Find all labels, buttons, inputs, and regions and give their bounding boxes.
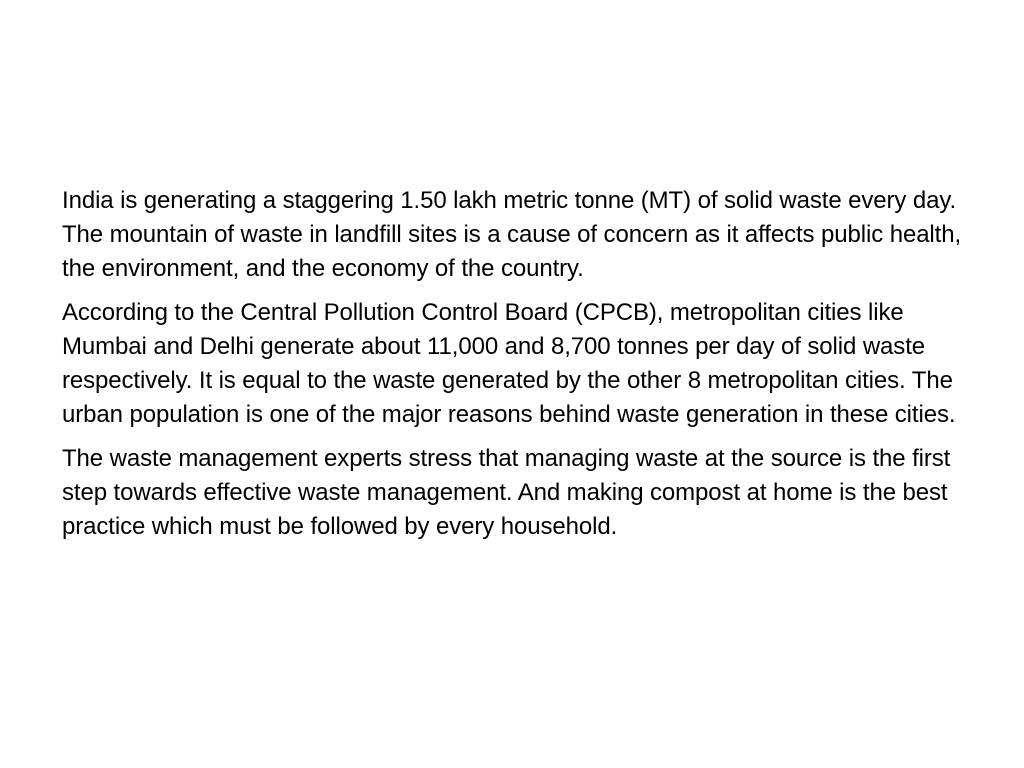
slide-body [62,184,962,554]
paragraph-waste-management: The waste management experts stress that managing waste at the source is the first step towards effective waste management. And making compost at home is the best practice which must be followed by every household. [62,445,951,540]
paragraph-cpcb-statistics: According to the Central Pollution Control Board (CPCB), metropolitan cities like Mumbai and Delhi generate about 11,000 and 8,700 tonnes per day of solid waste respectively. It is equal to the waste generated by the other 8 metropolitan cities. The urban population is one of the major reasons behind waste generation in these cities. [62,299,956,428]
paragraph-waste-generation: India is generating a staggering 1.50 lakh metric tonne (MT) of solid waste every day. The mountain of waste in landfill sites is a cause of concern as it affects public health, the environment, and the economy of the country. [62,187,962,282]
